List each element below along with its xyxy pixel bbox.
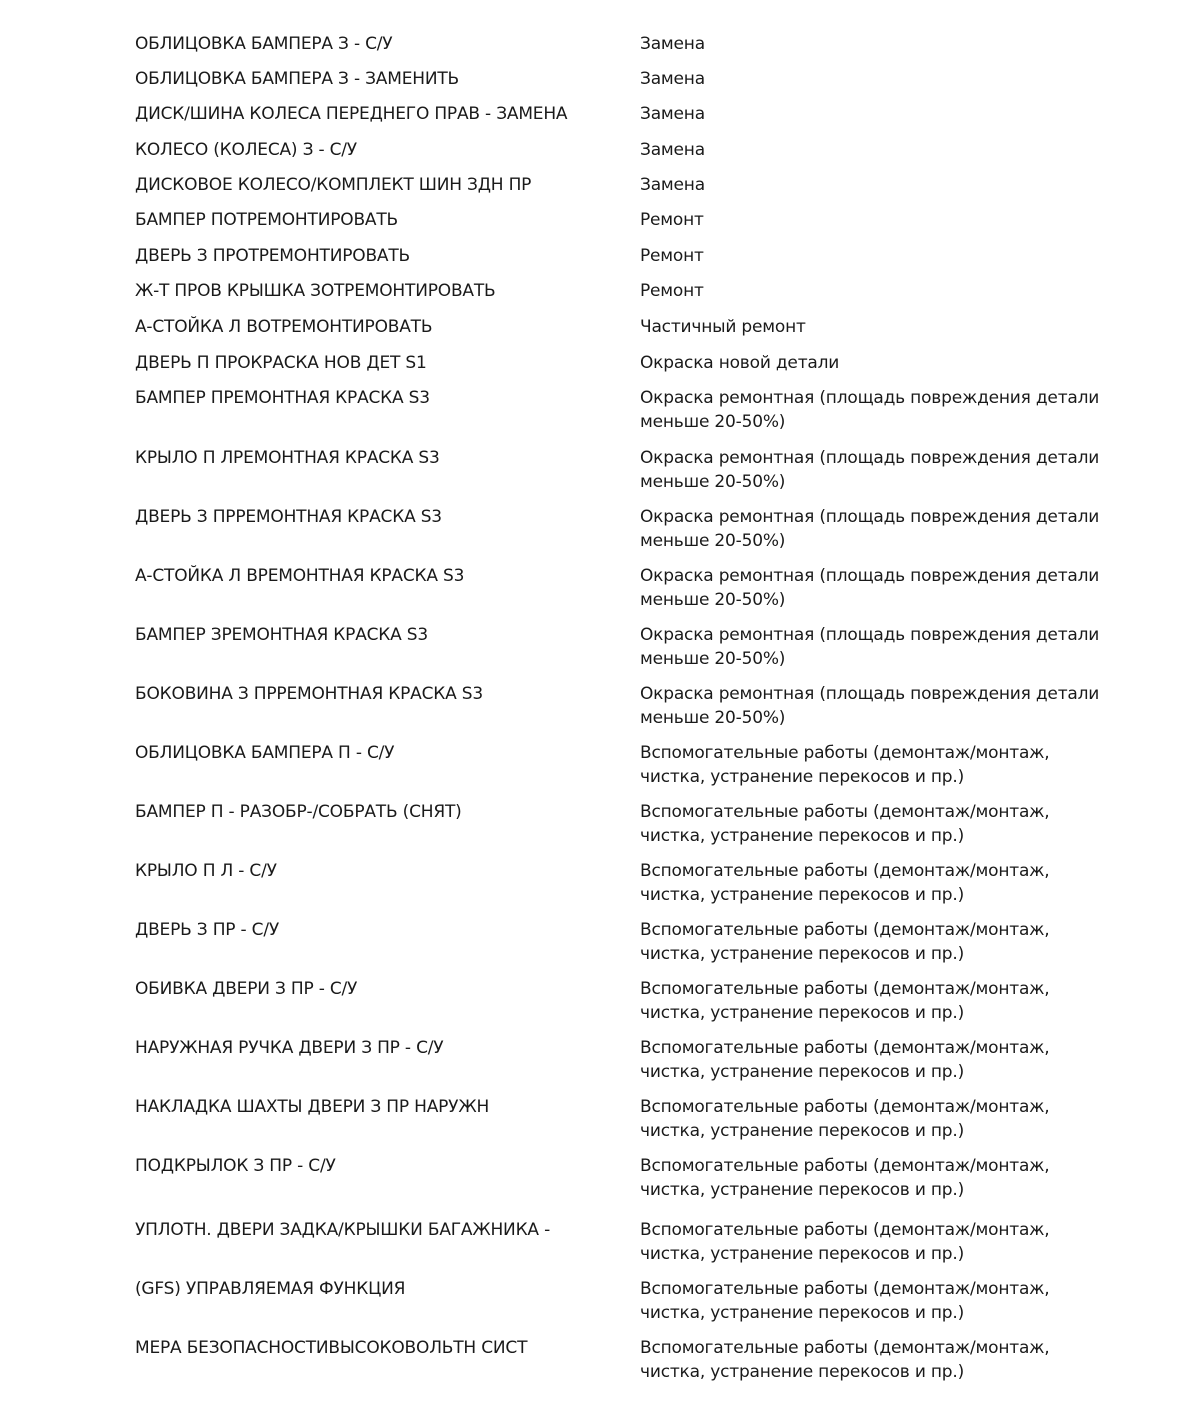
work-type-cell xyxy=(640,624,1160,671)
work-type-cell xyxy=(640,387,1160,434)
work-type-line: меньше 20-50%) xyxy=(640,707,786,728)
work-type-cell xyxy=(640,352,1160,376)
work-type-line: Вспомогательные работы (демонтаж/монтаж, xyxy=(640,1279,1050,1299)
work-type-line: Вспомогательные работы (демонтаж/монтаж, xyxy=(640,1156,1050,1176)
work-type-cell xyxy=(640,801,1160,848)
work-type-cell xyxy=(640,68,1160,92)
work-type-cell xyxy=(640,1037,1160,1084)
operation-cell: МЕРА БЕЗОПАСНОСТИВЫСОКОВОЛЬТН СИСТ xyxy=(135,1338,528,1358)
work-type-line: Замена xyxy=(640,175,705,195)
operation-cell: КОЛЕСО (КОЛЕСА) З - С/У xyxy=(135,140,357,160)
work-type-cell xyxy=(640,103,1160,127)
work-type-line: Вспомогательные работы (демонтаж/монтаж, xyxy=(640,861,1050,881)
operation-cell: А-СТОЙКА Л ВРЕМОНТНАЯ КРАСКА S3 xyxy=(135,566,465,586)
work-type-line: чистка, устранение перекосов и пр.) xyxy=(640,766,965,787)
operation-cell: ОБЛИЦОВКА БАМПЕРА З - ЗАМЕНИТЬ xyxy=(135,69,459,89)
work-type-cell xyxy=(640,1096,1160,1143)
work-type-cell xyxy=(640,139,1160,163)
work-type-cell xyxy=(640,33,1160,57)
work-type-line: Вспомогательные работы (демонтаж/монтаж, xyxy=(640,979,1050,999)
work-type-line: чистка, устранение перекосов и пр.) xyxy=(640,1179,965,1200)
operation-cell: А-СТОЙКА Л ВОТРЕМОНТИРОВАТЬ xyxy=(135,317,433,337)
work-type-line: Окраска ремонтная (площадь повреждения детали xyxy=(640,625,1100,645)
work-type-line: Вспомогательные работы (демонтаж/монтаж, xyxy=(640,1338,1050,1358)
work-type-line: Ремонт xyxy=(640,210,704,230)
operation-cell: ОБЛИЦОВКА БАМПЕРА З - С/У xyxy=(135,34,393,54)
work-type-line: Вспомогательные работы (демонтаж/монтаж, xyxy=(640,743,1050,763)
work-type-cell xyxy=(640,860,1160,907)
work-type-cell xyxy=(640,245,1160,269)
work-type-cell xyxy=(640,978,1160,1025)
operation-cell: КРЫЛО П ЛРЕМОНТНАЯ КРАСКА S3 xyxy=(135,448,440,468)
work-type-line: Ремонт xyxy=(640,281,704,301)
work-type-line: Вспомогательные работы (демонтаж/монтаж, xyxy=(640,1038,1050,1058)
operation-cell: БАМПЕР ПОТРЕМОНТИРОВАТЬ xyxy=(135,210,398,230)
work-type-cell xyxy=(640,565,1160,612)
work-type-line: чистка, устранение перекосов и пр.) xyxy=(640,943,965,964)
operation-cell: ДИСК/ШИНА КОЛЕСА ПЕРЕДНЕГО ПРАВ - ЗАМЕНА xyxy=(135,104,568,124)
work-type-line: Замена xyxy=(640,140,705,160)
operation-cell: ОБИВКА ДВЕРИ З ПР - С/У xyxy=(135,979,358,999)
work-type-cell xyxy=(640,316,1160,340)
work-type-line: Окраска ремонтная (площадь повреждения детали xyxy=(640,507,1100,527)
operation-cell: НАРУЖНАЯ РУЧКА ДВЕРИ З ПР - С/У xyxy=(135,1038,444,1058)
work-type-line: меньше 20-50%) xyxy=(640,530,786,551)
work-type-line: Окраска ремонтная (площадь повреждения детали xyxy=(640,566,1100,586)
work-type-line: чистка, устранение перекосов и пр.) xyxy=(640,1002,965,1023)
work-type-cell xyxy=(640,1219,1160,1266)
work-type-line: Вспомогательные работы (демонтаж/монтаж, xyxy=(640,802,1050,822)
work-type-line: чистка, устранение перекосов и пр.) xyxy=(640,1120,965,1141)
work-type-line: Окраска ремонтная (площадь повреждения детали xyxy=(640,448,1100,468)
work-type-cell xyxy=(640,742,1160,789)
operation-cell: ПОДКРЫЛОК З ПР - С/У xyxy=(135,1156,336,1176)
work-type-line: Замена xyxy=(640,34,705,54)
work-type-cell xyxy=(640,1337,1160,1384)
work-type-line: чистка, устранение перекосов и пр.) xyxy=(640,825,965,846)
work-type-cell xyxy=(640,174,1160,198)
work-type-line: Вспомогательные работы (демонтаж/монтаж, xyxy=(640,1220,1050,1240)
work-type-line: Ремонт xyxy=(640,246,704,266)
work-type-cell xyxy=(640,919,1160,966)
work-type-line: чистка, устранение перекосов и пр.) xyxy=(640,1302,965,1323)
work-type-cell xyxy=(640,683,1160,730)
operation-cell: ДВЕРЬ П ПРОКРАСКА НОВ ДЕТ S1 xyxy=(135,353,427,373)
work-type-line: меньше 20-50%) xyxy=(640,411,786,432)
work-type-line: меньше 20-50%) xyxy=(640,589,786,610)
operation-cell: КРЫЛО П Л - С/У xyxy=(135,861,277,881)
work-type-line: меньше 20-50%) xyxy=(640,648,786,669)
work-type-line: Частичный ремонт xyxy=(640,317,806,337)
work-type-line: чистка, устранение перекосов и пр.) xyxy=(640,884,965,905)
operation-cell: БОКОВИНА З ПРРЕМОНТНАЯ КРАСКА S3 xyxy=(135,684,483,704)
work-type-cell xyxy=(640,506,1160,553)
operation-cell: УПЛОТН. ДВЕРИ ЗАДКА/КРЫШКИ БАГАЖНИКА - xyxy=(135,1220,551,1240)
operation-cell: НАКЛАДКА ШАХТЫ ДВЕРИ З ПР НАРУЖН xyxy=(135,1097,490,1117)
operation-cell: ОБЛИЦОВКА БАМПЕРА П - С/У xyxy=(135,743,395,763)
operation-cell: БАМПЕР ПРЕМОНТНАЯ КРАСКА S3 xyxy=(135,388,430,408)
work-type-line: Замена xyxy=(640,104,705,124)
operation-cell: БАМПЕР ЗРЕМОНТНАЯ КРАСКА S3 xyxy=(135,625,429,645)
operation-cell: ДВЕРЬ З ПРРЕМОНТНАЯ КРАСКА S3 xyxy=(135,507,442,527)
operation-cell: ДВЕРЬ З ПР - С/У xyxy=(135,920,280,940)
work-type-cell xyxy=(640,209,1160,233)
work-type-cell xyxy=(640,1278,1160,1325)
work-type-line: Окраска новой детали xyxy=(640,353,840,373)
operation-cell: БАМПЕР П - РАЗОБР-/СОБРАТЬ (СНЯТ) xyxy=(135,802,462,822)
operation-cell: ДВЕРЬ З ПРОТРЕМОНТИРОВАТЬ xyxy=(135,246,411,266)
operation-cell: ДИСКОВОЕ КОЛЕСО/КОМПЛЕКТ ШИН ЗДН ПР xyxy=(135,175,532,195)
operation-cell: (GFS) УПРАВЛЯЕМАЯ ФУНКЦИЯ xyxy=(135,1279,406,1299)
work-type-line: Окраска ремонтная (площадь повреждения детали xyxy=(640,684,1100,704)
work-type-line: чистка, устранение перекосов и пр.) xyxy=(640,1243,965,1264)
work-type-line: чистка, устранение перекосов и пр.) xyxy=(640,1061,965,1082)
work-type-line: меньше 20-50%) xyxy=(640,471,786,492)
work-type-line: Окраска ремонтная (площадь повреждения детали xyxy=(640,388,1100,408)
work-type-line: Вспомогательные работы (демонтаж/монтаж, xyxy=(640,1097,1050,1117)
work-type-cell xyxy=(640,280,1160,304)
work-type-line: чистка, устранение перекосов и пр.) xyxy=(640,1361,965,1382)
work-type-line: Вспомогательные работы (демонтаж/монтаж, xyxy=(640,920,1050,940)
operation-cell: Ж-Т ПРОВ КРЫШКА ЗОТРЕМОНТИРОВАТЬ xyxy=(135,281,496,301)
work-type-cell xyxy=(640,1155,1160,1202)
work-type-cell xyxy=(640,447,1160,494)
work-type-line: Замена xyxy=(640,69,705,89)
